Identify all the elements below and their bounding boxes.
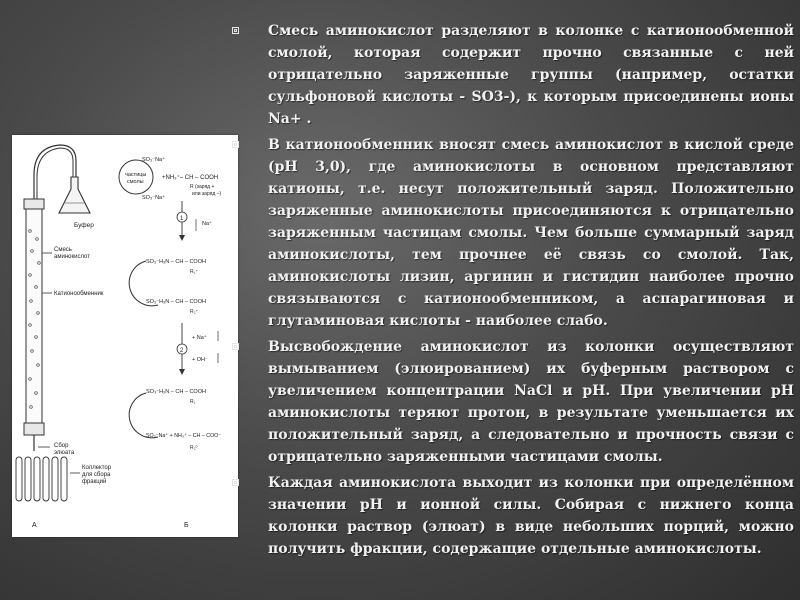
fraction-collector-tubes — [16, 457, 67, 501]
collector-label-2: для сбора — [82, 472, 111, 478]
bullet-text: Смесь аминокислот разделяют в колонке с катионообменной смолой, которая содержит прочно связанные с ней отрицательно заряженные группы (например, остатки сульфоновой кислоты - SO3-), к которым присоединены ионы Na+ . — [268, 23, 794, 127]
collector-label-1: Коллектор — [82, 465, 112, 471]
bound-r1b-formula: SO₃⁻H₃N – CH – COOH — [146, 389, 206, 395]
collector-label-3: фракций — [82, 479, 107, 485]
panel-a-label: А — [32, 522, 37, 529]
panel-b-label: Б — [184, 522, 189, 529]
released-formula: SO₃⁻Na⁺ + NH₃⁺ – CH – COO⁻ — [146, 433, 222, 439]
bullet-text: Высвобождение аминокислот из колонки осуществляют вымыванием (элюированием) их буферным раствором с увеличением концентрации NaCl и рН. При увеличении рН аминокислоты теряют протон, в результате уменьшается их положительный заряд, а следовательно и прочность связи с отрицательно заряженными частицами смолы. — [268, 339, 794, 465]
bullet-item — [228, 134, 794, 332]
buffer-label: Буфер — [74, 222, 94, 229]
square-bullet-icon — [232, 141, 239, 148]
bullet-text: В катионообменник вносят смесь аминокислот в кислой среде (рН 3,0), где аминокислоты в основном представляют катионы, т.е. несут положительный заряд. Положительно заряженные аминокислоты присоединяются к отрицательно заряженным частицам смолы. Чем больше суммарный заряд аминокислоты, тем прочнее её связь со смолой. Так, аминокислоты лизин, аргинин и гистидин наиболее прочно связываются с катионообменником, а аспарагиновая и глутаминовая кислоты - наиболее слабо. — [268, 137, 794, 329]
bound-r2-formula: SO₃⁻H₃N – CH – COOH — [146, 299, 206, 305]
column-bottom-cap — [24, 423, 44, 435]
r-charge-2: или заряд –) — [192, 191, 222, 197]
ion-exchange-diagram — [12, 135, 238, 537]
plus-oh-label: + OH⁻ — [192, 357, 208, 363]
resin-label-1: частицы — [125, 172, 147, 178]
step-2-label: 2 — [180, 348, 184, 354]
mix-label-2: аминокислот — [54, 254, 90, 260]
step-1-label: 1 — [180, 216, 184, 222]
bullet-text: Каждая аминокислота выходит из колонки при определённом значении рН и ионной силы. Собирая с нижнего конца колонки раствор (элюат) в виде небольших порций, можно получить фракции, содержащие отдельные аминокислоты. — [268, 475, 794, 557]
eluate-label-2: элюата — [54, 450, 75, 456]
bullet-item — [228, 20, 794, 130]
square-bullet-icon — [232, 343, 239, 350]
resin-label-2: смолы — [127, 179, 144, 185]
aa-top-formula: +NH₃⁺– CH – COOH — [162, 175, 219, 181]
r1b-label: R₁ — [190, 399, 196, 405]
buffer-tube-inner — [37, 148, 73, 199]
exchanger-label: Катионообменник — [54, 291, 104, 297]
column-top-cap — [24, 199, 44, 209]
so3na-top: SO₃⁻Na⁺ — [142, 157, 166, 163]
square-bullet-icon — [232, 479, 239, 486]
bullet-list — [228, 20, 794, 564]
r1-label: R₁⁺ — [190, 269, 198, 275]
bound-r1-formula: SO₃⁻H₃N – CH – COOH — [146, 259, 206, 265]
column-body — [26, 209, 42, 423]
resin-particle-circle-3 — [129, 393, 158, 438]
diagram-svg — [12, 135, 238, 537]
plus-na-label: + Na⁺ — [192, 335, 207, 341]
bullet-item — [228, 472, 794, 560]
r2-label: R₂⁺ — [190, 309, 199, 315]
r-charge-1: R (заряд + — [190, 184, 215, 190]
r2b-label: R₂⁰ — [190, 445, 198, 451]
buffer-flask-icon — [59, 177, 90, 213]
square-bullet-icon — [232, 27, 239, 34]
mix-label-1: Смесь — [54, 247, 72, 253]
so3na-bottom: SO₃⁻Na⁺ — [142, 195, 166, 201]
eluate-label-1: Сбор — [54, 443, 69, 449]
bullet-item — [228, 336, 794, 468]
na-plus-release: Na⁺ — [202, 221, 212, 227]
